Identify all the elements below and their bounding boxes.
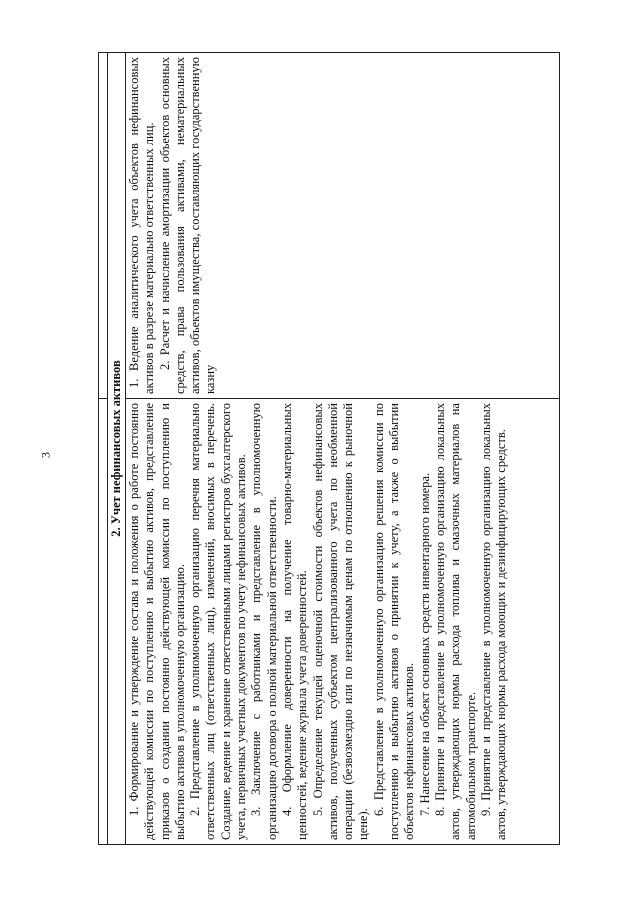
- left-item: 5. Определение текущей оценочной стоимости объектов нефинансовых активов, полученных субъектом централизованного учета по необменной операции (безвозмездно или по незначимым ценам по отношению к рыночной цене).: [310, 403, 371, 840]
- right-column-cell: [126, 53, 560, 399]
- left-item: 8. Принятие и представление в уполномоченную организацию локальных актов, утверждающих нормы расхода топлива и смазочных материалов на автомобильном транспорте.: [432, 403, 478, 840]
- section-title: 2. Учет нефинансовых активов: [108, 53, 126, 845]
- page-number: 3: [38, 452, 53, 458]
- rotated-table-container: [98, 55, 560, 845]
- left-item: 3. Заключение с работниками и представление в уполномоченную организацию договора о полной материальной ответственности.: [249, 403, 279, 840]
- left-item: 7. Нанесение на объект основных средств инвентарного номера.: [417, 472, 432, 816]
- table-header-gap-row: [99, 53, 108, 845]
- section-body-row: [126, 53, 560, 845]
- responsibility-table: [98, 52, 560, 845]
- left-item: 4. Оформление доверенности на получение товарно-материальных ценностей, ведение журнала учета доверенностей.: [279, 403, 310, 840]
- right-item: 2. Расчет и начисление амортизации объектов основных средств, права пользования активами, нематериальных активов, объектов имущества, составляющих государственную казну: [157, 57, 218, 394]
- left-item: 6. Представление в уполномоченную организацию решения комиссии по поступлению и выбытию активов о принятии к учету, а также о выбытии объектов нефинансовых активов.: [371, 403, 417, 840]
- section-title-row: [108, 53, 126, 845]
- left-item: 9. Принятие и представление в уполномоченную организацию локальных актов, утверждающих нормы расхода моющих и дезинфицирующих средств.: [478, 403, 509, 840]
- right-item: 1. Ведение аналитического учета объектов нефинансовых активов в разрезе материально ответственных лиц.: [127, 57, 157, 394]
- left-column-cell: [126, 399, 560, 845]
- left-item: 1. Формирование и утверждение состава и положения о работе постоянно действующей комиссии по поступлению и выбытию активов, представление приказов о создании постоянно действующей комиссии по поступлению и выбытию активов в уполномоченную организацию.: [127, 403, 187, 840]
- left-item: 2. Представление в уполномоченную организацию перечня материально ответственных лиц (ответственных лиц), изменений, вносимых в перечень. Создание, ведение и хранение ответственными лицами регистров бухгалтерского учета, первичных учетных документов по учету нефинансовых активов.: [188, 403, 249, 840]
